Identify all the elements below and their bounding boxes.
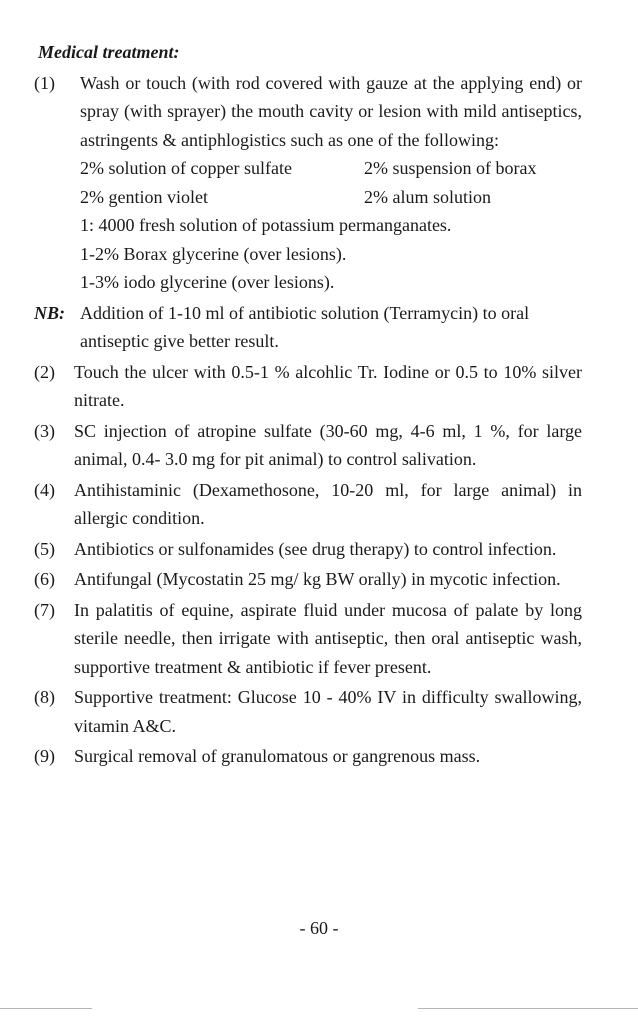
nb-label: NB: xyxy=(34,302,65,323)
item-text: Touch the ulcer with 0.5-1 % alcohlic Tr. Iodine or 0.5 to 10% silver nitrate. xyxy=(74,361,582,410)
item-number: (3) xyxy=(34,420,55,441)
page-content xyxy=(34,38,582,773)
option-iodo-glycerine: 1-3% iodo glycerine (over lesions). xyxy=(80,272,335,292)
list-item xyxy=(34,742,582,771)
item-number: (5) xyxy=(34,538,55,559)
list-item xyxy=(34,476,582,533)
item-text: Wash or touch (with rod covered with gauze at the applying end) or spray (with sprayer) the mouth cavity or lesion with mild antiseptics, astringents & antiphlogistics such as one of the following: xyxy=(80,72,582,150)
item-number: (1) xyxy=(34,72,55,93)
list-item xyxy=(34,417,582,474)
item-text: Surgical removal of granulomatous or gangrenous mass. xyxy=(74,746,481,766)
bottom-rule-left xyxy=(0,1008,92,1009)
list-item-1 xyxy=(34,69,582,297)
item-number: (2) xyxy=(34,361,55,382)
option-row-1 xyxy=(80,154,582,183)
bottom-rule-right xyxy=(418,1008,638,1009)
option-permanganate: 1: 4000 fresh solution of potassium permanganates. xyxy=(80,215,452,235)
option-borax-glycerine: 1-2% Borax glycerine (over lesions). xyxy=(80,243,347,264)
list-item xyxy=(34,565,582,594)
option-copper-sulfate: 2% solution of copper sulfate xyxy=(80,158,292,178)
option-alum: 2% alum solution xyxy=(364,186,491,207)
list-item xyxy=(34,358,582,415)
option-gention-violet: 2% gention violet xyxy=(80,186,208,207)
section-heading: Medical treatment: xyxy=(38,42,180,62)
list-item xyxy=(34,535,582,564)
nota-bene xyxy=(34,299,582,356)
item-number: (9) xyxy=(34,746,55,766)
item-number: (4) xyxy=(34,479,55,500)
item-text: SC injection of atropine sulfate (30-60 mg, 4-6 ml, 1 %, for large animal, 0.4- 3.0 mg for pit animal) to control salivation. xyxy=(74,420,582,469)
item-text: Antibiotics or sulfonamides (see drug therapy) to control infection. xyxy=(74,538,557,559)
option-row-2 xyxy=(80,183,582,212)
item-number: (8) xyxy=(34,687,55,707)
item-text: Supportive treatment: Glucose 10 - 40% IV in difficulty swallowing, vitamin A&C. xyxy=(74,687,582,736)
item-text: Antifungal (Mycostatin 25 mg/ kg BW orally) in mycotic infection. xyxy=(74,569,561,589)
item-text: Antihistaminic (Dexamethosone, 10-20 ml, for large animal) in allergic condition. xyxy=(74,479,582,528)
nb-text: Addition of 1-10 ml of antibiotic solution (Terramycin) to oral antiseptic give better result. xyxy=(80,302,530,351)
list-item xyxy=(34,596,582,682)
item-number: (6) xyxy=(34,569,55,589)
item-number: (7) xyxy=(34,599,55,620)
item-text: In palatitis of equine, aspirate fluid under mucosa of palate by long sterile needle, then irrigate with antiseptic, then oral antiseptic wash, supportive treatment & antibiotic if fever present. xyxy=(74,599,582,677)
page-number: - 60 - xyxy=(299,918,339,938)
list-item xyxy=(34,683,582,740)
option-borax: 2% suspension of borax xyxy=(364,158,537,178)
